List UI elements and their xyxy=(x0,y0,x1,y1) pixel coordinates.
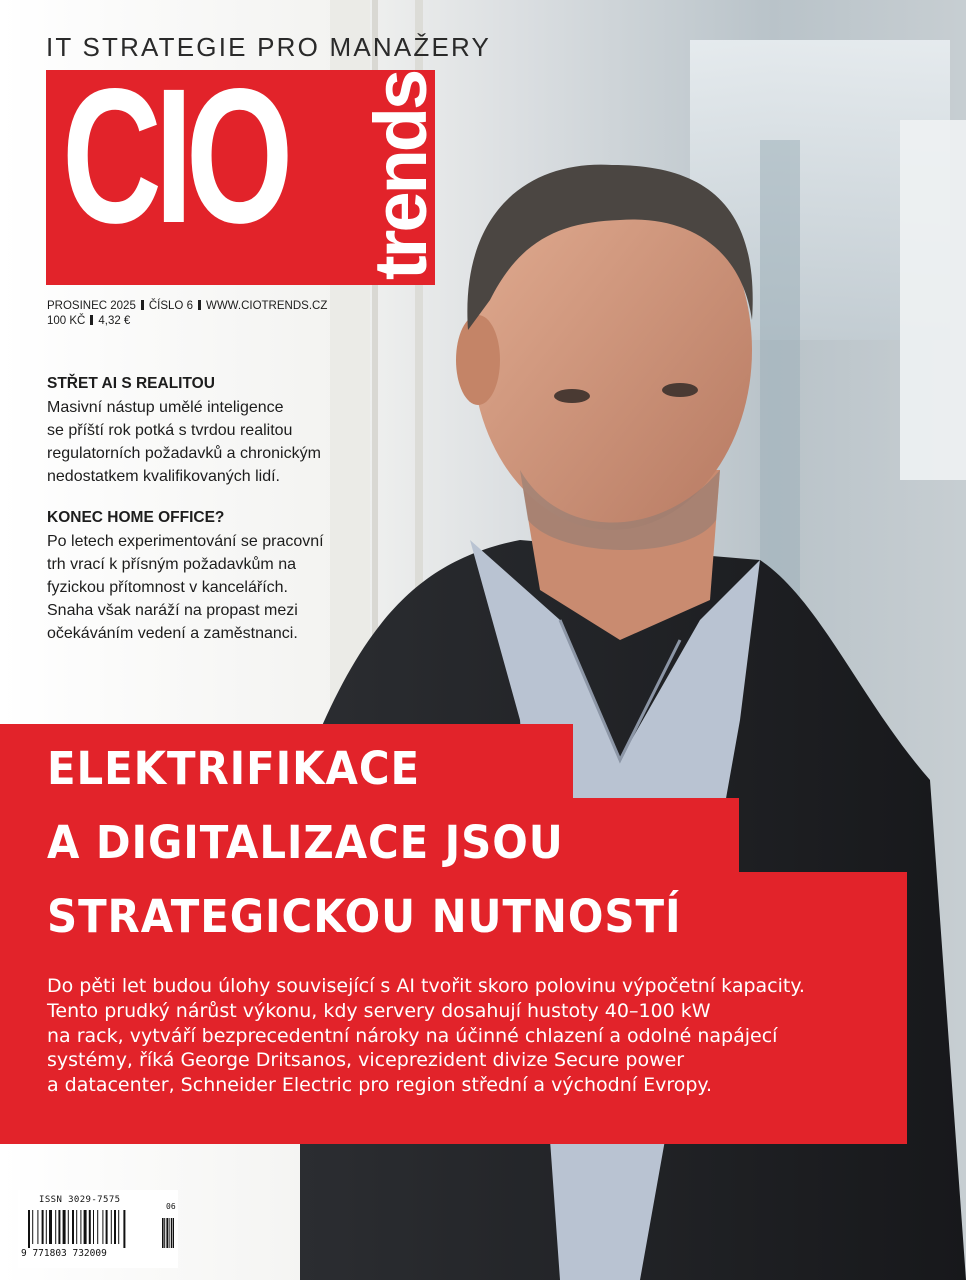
teaser-line: trh vrací k přísným požadavkům na xyxy=(47,556,296,573)
headline-line: ELEKTRIFIKACE xyxy=(47,742,420,795)
magazine-logo xyxy=(46,48,442,285)
deck-line: na rack, vytváří bezprecedentní nároky na účinné chlazení a odolné napájecí xyxy=(47,1024,778,1047)
barcode-addon: 06 xyxy=(166,1202,176,1211)
issue-date: PROSINEC 2025 xyxy=(47,300,136,312)
teaser-home-office xyxy=(47,507,377,645)
teaser-line: Snaha však naráží na propast mezi xyxy=(47,602,298,619)
price-czk: 100 KČ xyxy=(47,315,86,327)
deck-line: Do pěti let budou úlohy související s AI tvořit skoro polovinu výpočetní kapacity. xyxy=(47,975,805,997)
issn-number: ISSN 3029-7575 xyxy=(39,1195,121,1205)
issue-info xyxy=(47,299,327,329)
teaser-line: Masivní nástup umělé inteligence xyxy=(47,399,284,416)
teaser-ai-reality xyxy=(47,373,377,488)
price-eur: 4,32 € xyxy=(98,315,131,327)
headline-line: A DIGITALIZACE JSOU xyxy=(47,816,564,869)
ean-number: 9 771803 732009 xyxy=(21,1248,107,1259)
issue-number: ČÍSLO 6 xyxy=(148,300,193,312)
website-url: WWW.CIOTRENDS.CZ xyxy=(205,300,328,312)
teaser-title: STŘET AI S REALITOU xyxy=(47,375,215,392)
teaser-title: KONEC HOME OFFICE? xyxy=(47,509,225,526)
barcode-icon xyxy=(18,1210,178,1250)
teaser-line: nedostatkem kvalifikovaných lidí. xyxy=(47,468,280,485)
teaser-line: fyzickou přítomnost v kancelářích. xyxy=(47,579,288,596)
separator-bar xyxy=(198,300,201,310)
logo-trends-text: trends xyxy=(359,71,442,280)
cover-story-deck xyxy=(47,974,887,1098)
teaser-line: se příští rok potká s tvrdou realitou xyxy=(47,422,293,439)
teaser-line: Po letech experimentování se pracovní xyxy=(47,533,324,550)
magazine-tagline: IT STRATEGIE PRO MANAŽERY xyxy=(46,32,492,62)
barcode-panel xyxy=(18,1190,178,1268)
deck-line: systémy, říká George Dritsanos, viceprezident divize Secure power xyxy=(47,1049,685,1072)
teaser-line: regulatorních požadavků a chronickým xyxy=(47,445,321,462)
headline-line: STRATEGICKOU NUTNOSTÍ xyxy=(47,890,682,943)
logo-cio-text: CIO xyxy=(62,48,287,263)
separator-bar xyxy=(90,315,93,325)
deck-line: Tento prudký nárůst výkonu, kdy servery dosahují hustoty 40–100 kW xyxy=(47,999,711,1022)
separator-bar xyxy=(141,300,144,310)
teaser-line: očekáváním vedení a zaměstnanci. xyxy=(47,625,298,642)
deck-line: a datacenter, Schneider Electric pro region střední a východní Evropy. xyxy=(47,1074,712,1097)
